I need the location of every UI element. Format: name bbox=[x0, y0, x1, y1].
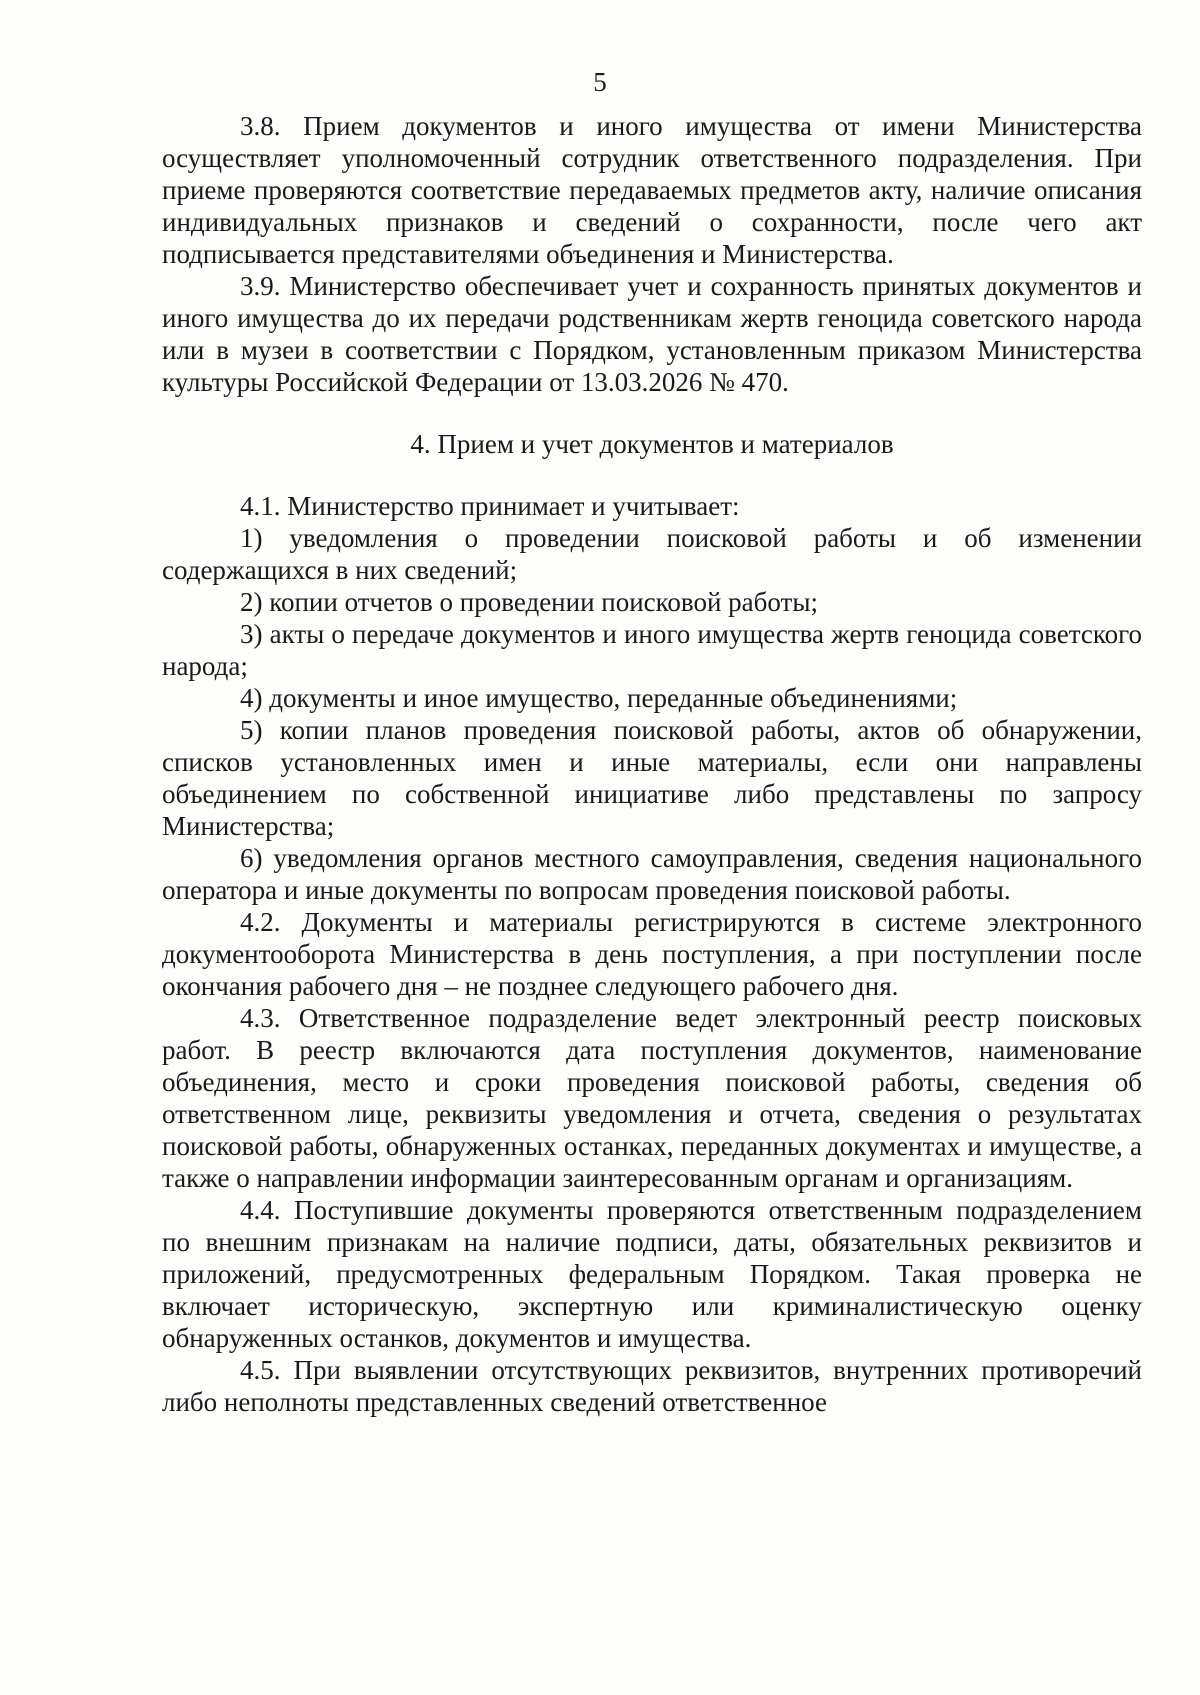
paragraph-3-9: 3.9. Министерство обеспечивает учет и сохранность принятых документов и иного имущества до их передачи родственникам жертв геноцида советского народа или в музеи в соответствии с Порядком, установленным приказом Министерства культуры Российской Федерации от 13.03.2026 № 470. bbox=[162, 271, 1142, 397]
paragraph-4-2: 4.2. Документы и материалы регистрируются в системе электронного документооборота Министерства в день поступления, а при поступлении после окончания рабочего дня – не позднее следующего рабочего дня. bbox=[162, 907, 1142, 1001]
list-item-6: 6) уведомления органов местного самоуправления, сведения национального оператора и иные документы по вопросам проведения поисковой работы. bbox=[162, 843, 1142, 905]
paragraph-4-5: 4.5. При выявлении отсутствующих реквизитов, внутренних противоречий либо неполноты представленных сведений ответственное bbox=[162, 1355, 1142, 1417]
paragraph-3-8: 3.8. Прием документов и иного имущества от имени Министерства осуществляет уполномоченный сотрудник ответственного подразделения. При приеме проверяются соответствие передаваемых предметов акту, наличие описания индивидуальных признаков и сведений о сохранности, после чего акт подписывается представителями объединения и Министерства. bbox=[162, 111, 1142, 269]
section-4-heading: 4. Прием и учет документов и материалов bbox=[410, 429, 894, 459]
paragraph-4-1: 4.1. Министерство принимает и учитывает: bbox=[240, 491, 740, 521]
document-body bbox=[162, 110, 1142, 1418]
paragraph-4-4: 4.4. Поступившие документы проверяются ответственным подразделением по внешним признакам на наличие подписи, даты, обязательных реквизитов и приложений, предусмотренных федеральным Порядком. Такая проверка не включает историческую, экспертную или криминалистическую оценку обнаруженных останков, документов и имущества. bbox=[162, 1195, 1142, 1353]
paragraph-4-3: 4.3. Ответственное подразделение ведет электронный реестр поисковых работ. В реестр включаются дата поступления документов, наименование объединения, место и сроки проведения поисковой работы, сведения об ответственном лице, реквизиты уведомления и отчета, сведения о результатах поисковой работы, обнаруженных останках, переданных документах и имуществе, а также о направлении информации заинтересованным органам и организациям. bbox=[162, 1003, 1142, 1193]
list-item-3: 3) акты о передаче документов и иного имущества жертв геноцида советского народа; bbox=[162, 619, 1142, 681]
list-item-2: 2) копии отчетов о проведении поисковой работы; bbox=[240, 587, 818, 617]
page-number: 5 bbox=[593, 67, 607, 97]
list-item-5: 5) копии планов проведения поисковой работы, актов об обнаружении, списков установленных имен и иные материалы, если они направлены объединением по собственной инициативе либо представлены по запросу Министерства; bbox=[162, 715, 1142, 841]
list-item-4: 4) документы и иное имущество, переданные объединениями; bbox=[240, 683, 958, 713]
list-item-1: 1) уведомления о проведении поисковой работы и об изменении содержащихся в них сведений; bbox=[162, 523, 1142, 585]
